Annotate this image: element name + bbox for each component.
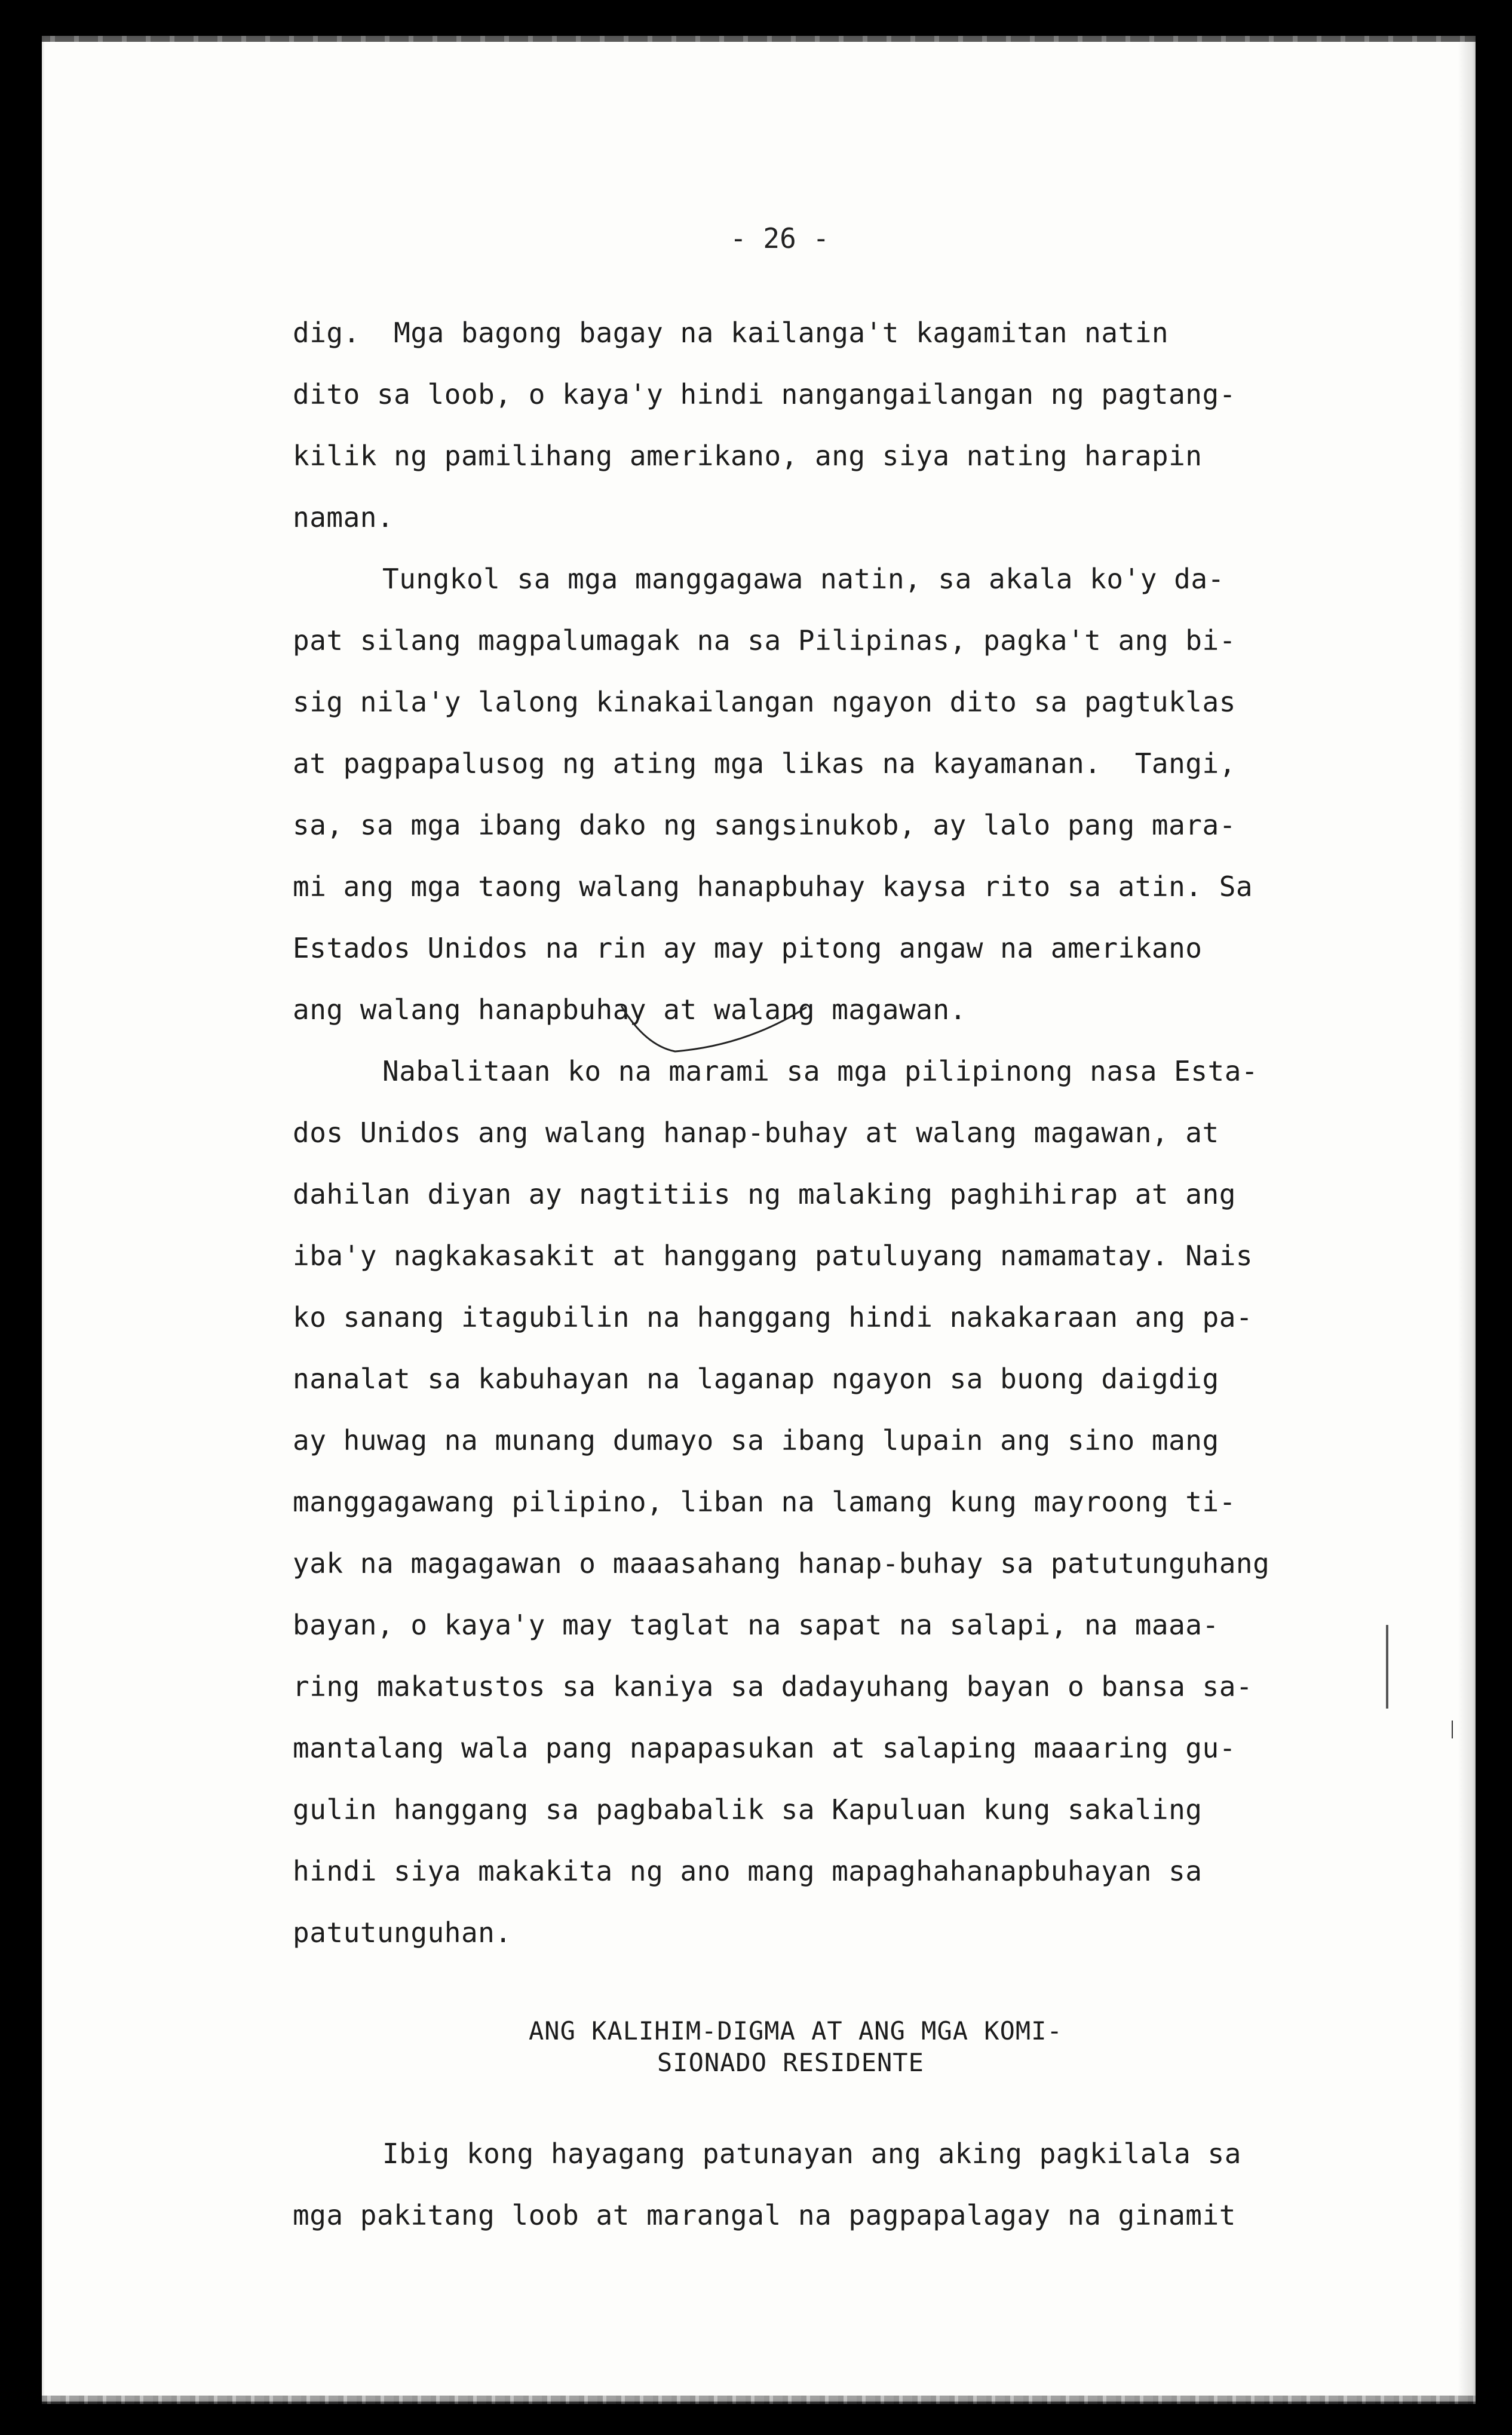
- text-line: at pagpapalusog ng ating mga likas na kayamanan. Tangi,: [293, 747, 1236, 780]
- text-line: pat silang magpalumagak na sa Pilipinas, pagka't ang bi-: [293, 624, 1236, 657]
- page-bottom-edge: [42, 2396, 1476, 2404]
- text-line: Nabalitaan ko na marami sa mga pilipinong nasa Esta-: [382, 1055, 1259, 1087]
- text-line: naman.: [293, 501, 394, 533]
- text-line: dos Unidos ang walang hanap-buhay at walang magawan, at: [293, 1117, 1219, 1149]
- text-line: mi ang mga taong walang hanapbuhay kaysa rito sa atin. Sa: [293, 870, 1253, 903]
- text-line: bayan, o kaya'y may taglat na sapat na salapi, na maaa-: [293, 1609, 1219, 1641]
- text-line: gulin hanggang sa pagbabalik sa Kapuluan kung sakaling: [293, 1793, 1203, 1826]
- text-line: ko sanang itagubilin na hanggang hindi nakakaraan ang pa-: [293, 1301, 1253, 1333]
- section-heading-line-1: ANG KALIHIM-DIGMA AT ANG MGA KOMI-: [529, 2016, 1063, 2045]
- text-line: ang walang hanapbuhay at walang magawan.: [293, 993, 967, 1026]
- text-line: mantalang wala pang napapasukan at salaping maaaring gu-: [293, 1732, 1236, 1764]
- text-line: kilik ng pamilihang amerikano, ang siya nating harapin: [293, 440, 1203, 472]
- text-line: iba'y nagkakasakit at hanggang patuluyang namamatay. Nais: [293, 1240, 1253, 1272]
- text-line: patutunguhan.: [293, 1916, 512, 1949]
- insertion-caret-mark: [609, 1004, 812, 1057]
- text-line: nanalat sa kabuhayan na laganap ngayon sa buong daigdig: [293, 1363, 1219, 1395]
- page-number: - 26 -: [730, 222, 830, 254]
- text-line: yak na magagawan o maaasahang hanap-buhay sa patutunguhang: [293, 1547, 1270, 1580]
- text-line: Ibig kong hayagang patunayan ang aking pagkilala sa: [382, 2137, 1241, 2170]
- text-line: Estados Unidos na rin ay may pitong angaw na amerikano: [293, 932, 1203, 964]
- text-line: sa, sa mga ibang dako ng sangsinukob, ay lalo pang mara-: [293, 809, 1236, 841]
- text-line: ay huwag na munang dumayo sa ibang lupain ang sino mang: [293, 1424, 1219, 1456]
- text-line: mga pakitang loob at marangal na pagpapalagay na ginamit: [293, 2199, 1236, 2231]
- page-top-edge: [42, 36, 1476, 42]
- page-right-shadow: [1458, 36, 1476, 2402]
- text-line: ring makatustos sa kaniya sa dadayuhang bayan o bansa sa-: [293, 1670, 1253, 1703]
- text-line: hindi siya makakita ng ano mang mapaghahanapbuhayan sa: [293, 1855, 1203, 1887]
- margin-mark: [1452, 1721, 1453, 1738]
- text-line: manggagawang pilipino, liban na lamang kung mayroong ti-: [293, 1486, 1236, 1518]
- text-line: dig. Mga bagong bagay na kailanga't kagamitan natin: [293, 317, 1169, 349]
- text-line: Tungkol sa mga manggagawa natin, sa akala ko'y da-: [382, 563, 1225, 595]
- text-line: dito sa loob, o kaya'y hindi nangangailangan ng pagtang-: [293, 378, 1236, 410]
- section-heading-line-2: SIONADO RESIDENTE: [657, 2048, 924, 2077]
- margin-mark: [1386, 1625, 1388, 1709]
- text-line: sig nila'y lalong kinakailangan ngayon dito sa pagtuklas: [293, 686, 1236, 718]
- text-line: dahilan diyan ay nagtitiis ng malaking paghihirap at ang: [293, 1178, 1236, 1210]
